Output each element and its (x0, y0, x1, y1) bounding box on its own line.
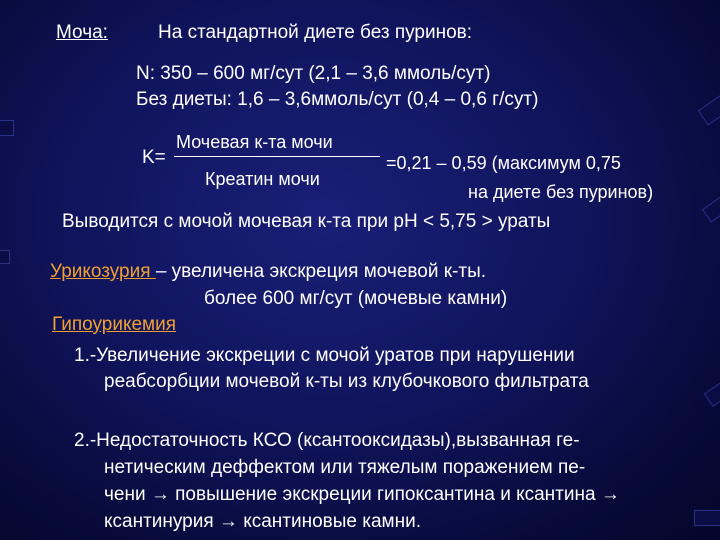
urine-norm: N: 350 – 600 мг/сут (2,1 – 3,6 ммоль/сут) (136, 63, 491, 84)
ratio-numerator: Мочевая к-та мочи (176, 132, 333, 152)
excretion-note: Выводится с мочой мочевая к-та при рН < 5,75 > ураты (62, 211, 551, 232)
urine-header: На стандартной диете без пуринов: (158, 22, 473, 43)
decorative-bar (702, 193, 720, 222)
urine-label: Моча: (56, 22, 108, 43)
ratio-prefix: K= (142, 147, 166, 168)
hypouricemia-item2-line2: нетическим деффектом или тяжелым поражением пе- (104, 457, 586, 478)
uricosuria-text: – увеличена экскреция мочевой к-ты. (155, 261, 487, 282)
uricosuria-line (50, 260, 486, 284)
hypouricemia-term: Гипоурикемия (52, 314, 177, 335)
hypouricemia-item2-line1: 2.-Недостаточность КСО (ксантооксидазы),вызванная ге- (74, 430, 580, 451)
ratio-denominator: Креатин мочи (205, 169, 320, 189)
ratio-value: =0,21 – 0,59 (максимум 0,75 (386, 153, 621, 173)
fraction-line (174, 156, 380, 157)
urine-no-diet: Без диеты: 1,6 – 3,6ммоль/сут (0,4 – 0,6 г/сут) (136, 89, 539, 110)
decorative-bar (0, 120, 14, 136)
decorative-bar (694, 510, 720, 526)
uricosuria-term: Урикозурия (50, 261, 156, 282)
decorative-bar (0, 250, 10, 264)
decorative-bar (704, 379, 720, 407)
hypouricemia-item2-line4: ксантинурия → ксантиновые камни. (104, 511, 422, 532)
ratio-value-line2: на диете без пуринов) (468, 182, 654, 202)
hypouricemia-item1-line1: 1.-Увеличение экскреции с мочой уратов при нарушении (74, 345, 575, 366)
hypouricemia-item1-line2: реабсорбции мочевой к-ты из клубочкового фильтрата (104, 371, 589, 392)
uricosuria-line2: более 600 мг/сут (мочевые камни) (204, 288, 508, 309)
decorative-bar (698, 92, 720, 125)
hypouricemia-item2-line3: чени → повышение экскреции гипоксантина и ксантина → (104, 484, 620, 505)
